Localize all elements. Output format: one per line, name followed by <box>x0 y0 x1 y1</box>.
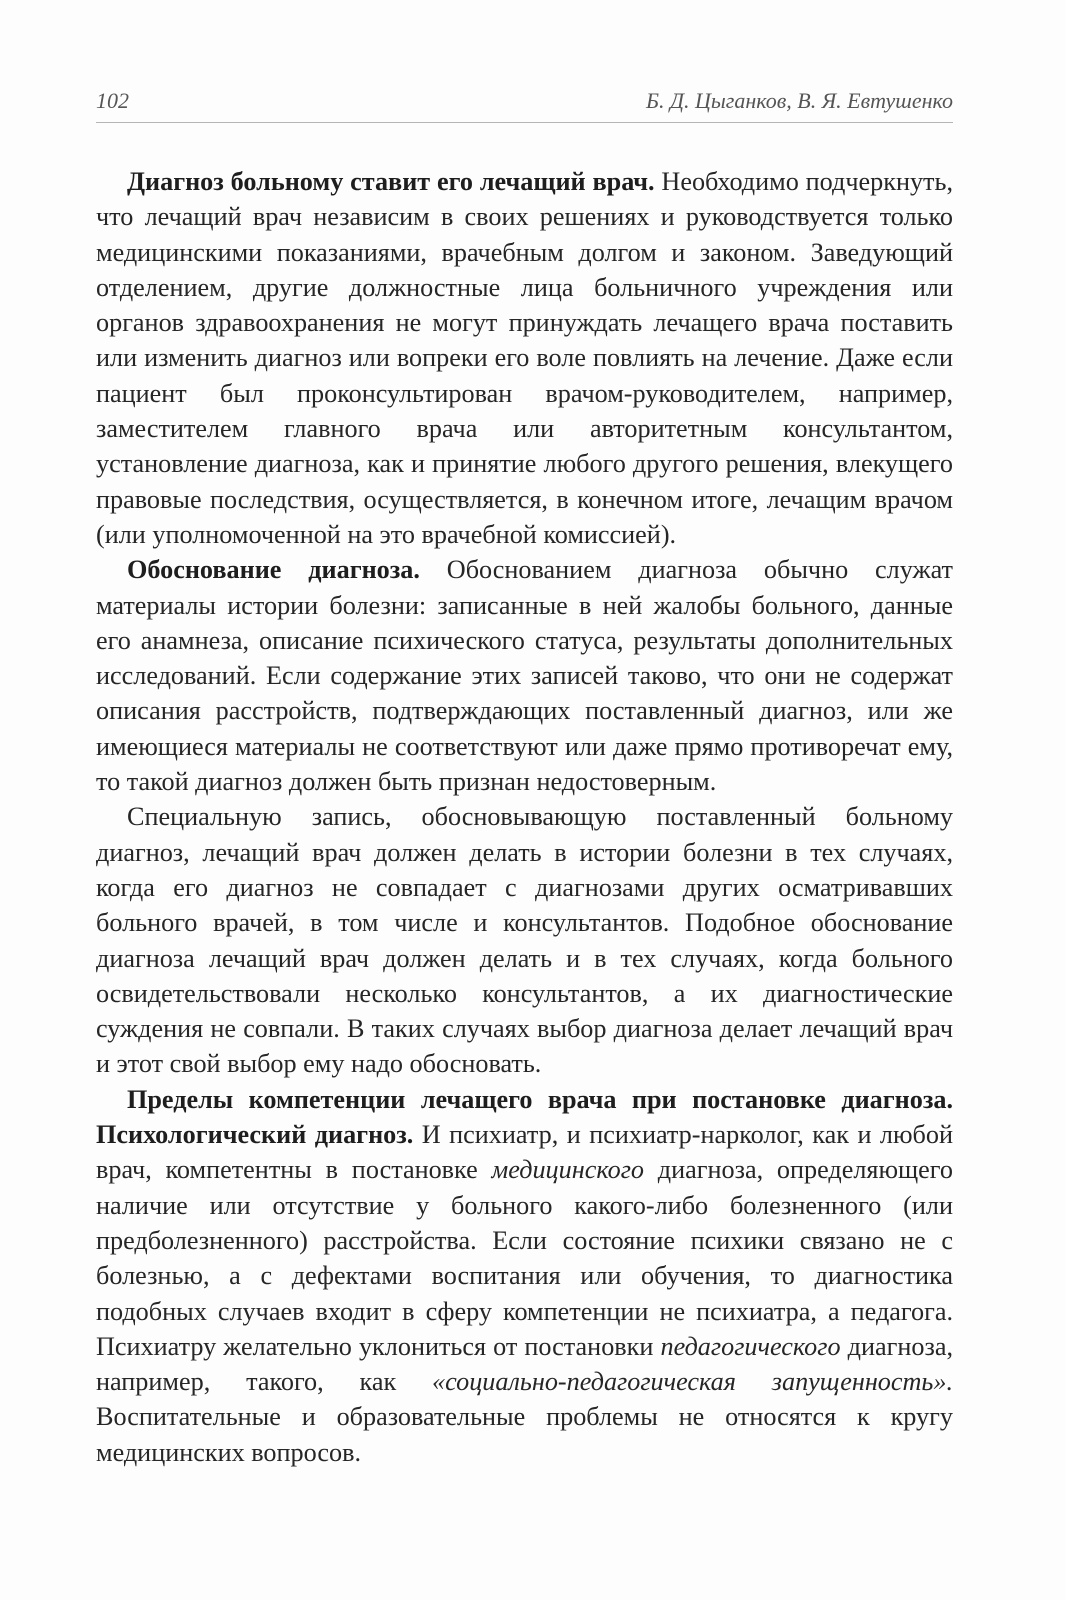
header-rule <box>96 122 953 123</box>
italic-term-medical: медицинского <box>491 1155 645 1185</box>
paragraph-competence-limits <box>96 1082 953 1470</box>
paragraph-text: Специальную запись, обосновывающую поставленный больному диагноз, лечащий врач должен делать в истории болезни в тех случаях, когда его диагноз не совпадает с диагнозами других осматривавших больного врачей, в том числе и консультантов. Подобное обоснование диагноза лечащий врач должен делать и в тех случаях, когда больного освидетельствовали несколько консультантов, а их диагностические суждения не совпали. В таких случаях выбор диагноза делает лечащий врач и этот свой выбор ему надо обосновать. <box>96 802 953 1079</box>
running-head <box>96 88 953 122</box>
running-head-authors: Б. Д. Цыганков, В. Я. Евтушенко <box>646 88 953 113</box>
paragraph-text: Воспитательные и образовательные проблемы не относятся к кругу медицинских вопросов. <box>96 1402 953 1467</box>
paragraph-diagnosis-by-attending <box>96 164 953 552</box>
paragraph-lead: Обоснование диагноза. <box>127 555 420 585</box>
paragraph-text: И психиатр, и психиатр-нарколог, как и любой врач, компетентны в постановке <box>96 1120 953 1185</box>
paragraph-lead: Диагноз больному ставит его лечащий врач. <box>127 167 655 196</box>
italic-term-pedagogical: педагогического <box>660 1331 841 1361</box>
paragraph-diagnosis-justification <box>96 552 953 799</box>
paragraph-text: диагноза, например, такого, как <box>96 1331 953 1397</box>
paragraph-special-record <box>96 799 953 1081</box>
page-number: 102 <box>96 88 129 113</box>
paragraph-text: Обоснованием диагноза обычно служат материалы истории болезни: записанные в ней жалобы больного, данные его анамнеза, описание психического статуса, результаты дополнительных исследований. Если содержание этих записей таково, что они не содержат описания расстройств, подтверждающих поставленный диагноз, или же имеющиеся материалы не соответствуют или даже прямо противоречат ему, то такой диагноз должен быть признан недостоверным. <box>96 555 953 797</box>
paragraph-text: Необходимо подчеркнуть, что лечащий врач независим в своих решениях и руководствуется только медицинскими показаниями, врачебным долгом и законом. Заведующий отделением, другие должностные лица больничного учреждения или органов здравоохранения не могут принуждать лечащего врача поставить или изменить диагноз или вопреки его воле повлиять на лечение. Даже если пациент был проконсультирован врачом-руководителем, например, заместителем главного врача или авторитетным консультантом, установление диагноза, как и принятие любого другого решения, влекущего правовые последствия, осуществляется, в конечном итоге, лечащим врачом (или уполномоченной на это врачебной комиссией). <box>96 167 953 549</box>
paragraph-lead: Пределы компетенции лечащего врача при постановке диагноза. Психологический диагноз. <box>96 1084 953 1150</box>
body-text <box>96 164 953 1470</box>
italic-term-social-neglect: «социально-педагогическая запущенность». <box>432 1367 953 1397</box>
paragraph-text: диагноза, определяющего наличие или отсутствие у больного какого-либо болезненного (или предболезненного) расстройства. Если состояние психики связано не с болезнью, а с дефектами воспитания или обучения, то диагностика подобных случаев входит в сферу компетенции не психиатра, а педагога. Психиатру желательно уклониться от постановки <box>96 1155 953 1361</box>
